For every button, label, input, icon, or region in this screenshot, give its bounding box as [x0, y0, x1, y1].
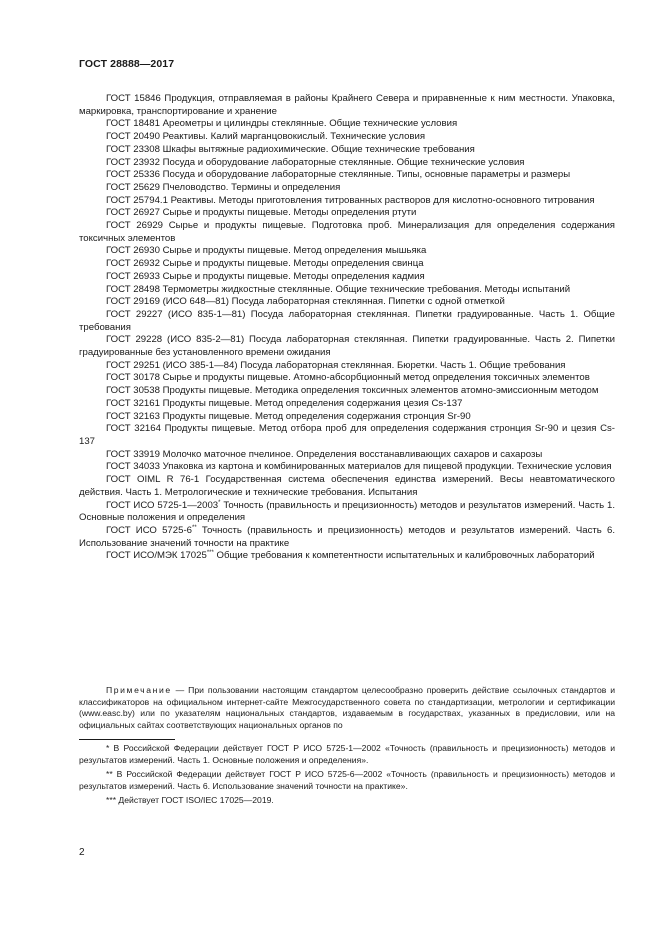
reference-item: ГОСТ 28498 Термометры жидкостные стеклянные. Общие технические требования. Методы испытаний — [106, 283, 571, 295]
footnote-separator — [79, 739, 175, 740]
reference-item: ГОСТ 26933 Сырье и продукты пищевые. Методы определения кадмия — [106, 270, 425, 282]
reference-item: ГОСТ 29227 (ИСО 835-1—81) Посуда лабораторная стеклянная. Пипетки градуированные. Часть 1. Общие требования — [79, 308, 615, 333]
footnote: *** Действует ГОСТ ISO/IEC 17025—2019. — [106, 795, 274, 806]
reference-text: Точность (правильность и прецизионность) методов и результатов измерений. Часть 6. Использование значений точности на практике — [79, 524, 615, 549]
normative-references — [79, 93, 615, 563]
footnotes — [79, 743, 615, 810]
reference-item: ГОСТ 20490 Реактивы. Калий марганцовокислый. Технические условия — [106, 131, 426, 143]
reference-item: ГОСТ 34033 Упаковка из картона и комбинированных материалов для пищевой продукции. Технические условия — [106, 461, 612, 473]
footnote-mark: * — [218, 499, 221, 506]
page-number: 2 — [79, 847, 85, 858]
reference-item: ГОСТ 30538 Продукты пищевые. Методика определения токсичных элементов атомно-эмиссионным методом — [106, 385, 599, 397]
reference-item: ГОСТ 26932 Сырье и продукты пищевые. Методы определения свинца — [106, 258, 424, 270]
reference-item: ГОСТ 15846 Продукция, отправляемая в районы Крайнего Севера и приравненные к ним местности. Упаковка, маркировка, транспортирование и хранение — [79, 93, 615, 117]
reference-item: ГОСТ 26929 Сырье и продукты пищевые. Подготовка проб. Минерализация для определения содержания токсичных элементов — [79, 220, 615, 244]
reference-item: ГОСТ 25794.1 Реактивы. Методы приготовления титрованных растворов для кислотно-основного титрования — [106, 194, 595, 206]
reference-item: ГОСТ 30178 Сырье и продукты пищевые. Атомно-абсорбционный метод определения токсичных элементов — [106, 372, 590, 384]
reference-item: ГОСТ 23308 Шкафы вытяжные радиохимические. Общие технические требования — [106, 143, 475, 155]
document-header: ГОСТ 28888—2017 — [79, 58, 175, 70]
reference-item-footnoted — [79, 550, 615, 563]
footnote: ** В Российской Федерации действует ГОСТ Р ИСО 5725-6—2002 «Точность (правильность и прецизионность) методов и результатов измерений. Часть 6. Использование значений точности на практике». — [79, 769, 615, 791]
reference-item: ГОСТ 23932 Посуда и оборудование лабораторные стеклянные. Общие технические условия — [106, 156, 525, 168]
reference-item: ГОСТ 26927 Сырье и продукты пищевые. Методы определения ртути — [106, 207, 417, 219]
reference-item: ГОСТ 32164 Продукты пищевые. Метод отбора проб для определения содержания стронция Sr-90 и цезия Cs-137 — [79, 423, 615, 447]
reference-text: ГОСТ ИСО 5725-1—2003 — [106, 499, 219, 511]
reference-text: Точность (правильность и прецизионность) методов и результатов измерений. Часть 1. Основные положения и определения — [79, 499, 615, 524]
reference-item: ГОСТ 25629 Пчеловодство. Термины и определения — [106, 181, 341, 193]
reference-text: ГОСТ ИСО/МЭК 17025 — [106, 550, 207, 562]
reference-item: ГОСТ 32163 Продукты пищевые. Метод определения содержания стронция Sr-90 — [106, 410, 471, 422]
reference-item: ГОСТ 32161 Продукты пищевые. Метод определения содержания цезия Cs-137 — [106, 397, 463, 409]
reference-item: ГОСТ 25336 Посуда и оборудование лабораторные стеклянные. Типы, основные параметры и размеры — [106, 169, 571, 181]
reference-item: ГОСТ 26930 Сырье и продукты пищевые. Метод определения мышьяка — [106, 245, 427, 257]
reference-item-footnoted — [79, 500, 615, 525]
footnote-mark: *** — [206, 550, 214, 557]
reference-item-footnoted — [79, 525, 615, 550]
note-label: Примечание — [106, 685, 172, 695]
footnote: * В Российской Федерации действует ГОСТ Р ИСО 5725-1—2002 «Точность (правильность и прецизионность) методов и результатов измерений. Часть 1. Основные положения и определения». — [79, 743, 615, 765]
reference-text: Общие требования к компетентности испытательных и калибровочных лабораторий — [213, 550, 595, 562]
reference-item: ГОСТ 29169 (ИСО 648—81) Посуда лабораторная стеклянная. Пипетки с одной отметкой — [106, 296, 505, 308]
reference-item: ГОСТ 18481 Ареометры и цилиндры стеклянные. Общие технические условия — [106, 118, 458, 130]
reference-item: ГОСТ 33919 Молочко маточное пчелиное. Определения восстанавливающих сахаров и сахарозы — [106, 448, 543, 460]
reference-text: ГОСТ ИСО 5725-6 — [106, 524, 192, 536]
note-text: — При пользовании настоящим стандартом целесообразно проверить действие ссылочных стандартов и классификаторов на официальном интернет-сайте Межгосударственного совета по стандартизации, метрологии и сертификации (www.easc.by) или по указателям национальных стандартов, издаваемым в государствах, указанных в предисловии, или на официальных сайтах соответствующих национальных органов по — [79, 685, 615, 730]
footnote-mark: ** — [191, 524, 197, 531]
reference-item: ГОСТ 29251 (ИСО 385-1—84) Посуда лабораторная стеклянная. Бюретки. Часть 1. Общие требования — [106, 359, 566, 371]
note-paragraph — [79, 685, 615, 731]
reference-item: ГОСТ OIML R 76-1 Государственная система обеспечения единства измерений. Весы неавтоматического действия. Часть 1. Метрологические и технические требования. Испытания — [79, 474, 615, 498]
reference-item: ГОСТ 29228 (ИСО 835-2—81) Посуда лабораторная стеклянная. Пипетки градуированные. Часть 2. Пипетки градуированные без установленного времени ожидания — [79, 334, 615, 359]
